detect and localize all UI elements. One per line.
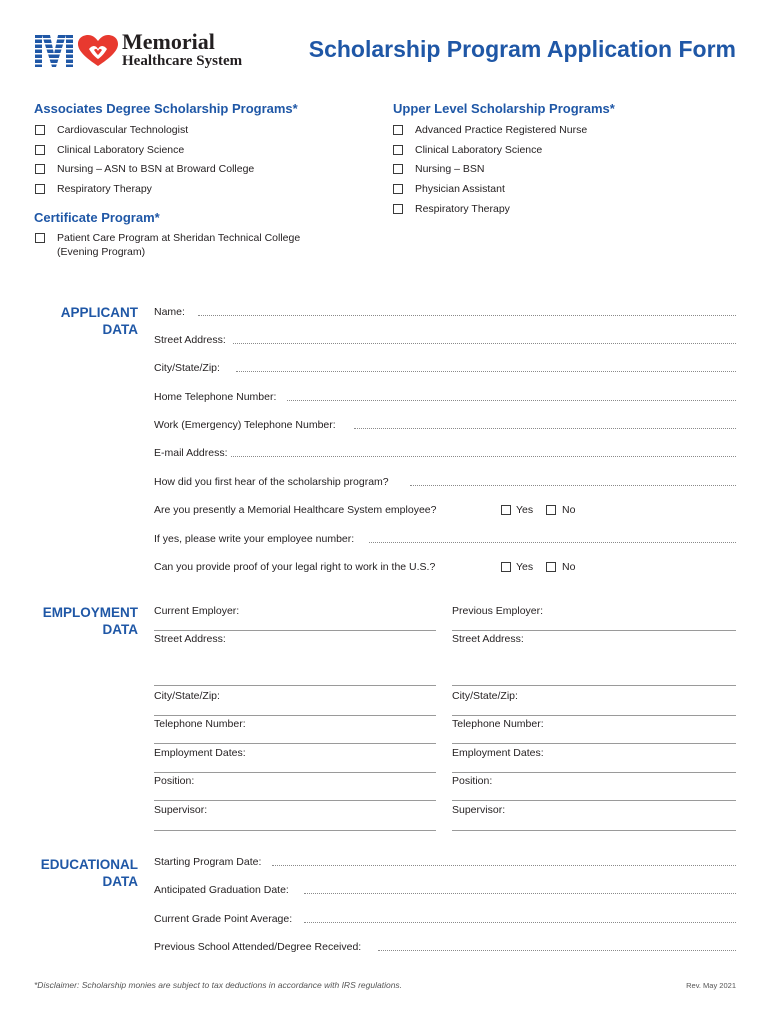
checkbox-nursing-bsn[interactable] xyxy=(393,164,403,174)
option-label: Advanced Practice Registered Nurse xyxy=(415,124,588,136)
checkbox-aprn[interactable] xyxy=(393,125,403,135)
previous-phone-label: Telephone Number: xyxy=(452,718,544,730)
current-position-label: Position: xyxy=(154,775,195,787)
option-label: Physician Assistant xyxy=(415,183,505,195)
memorial-logo-mark xyxy=(34,32,120,70)
yes-label: Yes xyxy=(516,561,534,573)
section-title-line: EDUCATIONAL xyxy=(40,857,138,872)
previous-dates-field[interactable] xyxy=(452,772,736,773)
no-label: No xyxy=(562,504,576,516)
gpa-label: Current Grade Point Average: xyxy=(154,913,293,925)
current-position-field[interactable] xyxy=(154,800,436,801)
street-label: Street Address: xyxy=(154,334,226,346)
certificate-heading: Certificate Program* xyxy=(34,210,160,225)
associates-heading: Associates Degree Scholarship Programs* xyxy=(34,101,298,116)
checkbox-employee-yes[interactable] xyxy=(501,505,511,515)
checkbox-cardiovascular[interactable] xyxy=(35,125,45,135)
city-field[interactable] xyxy=(236,371,736,372)
work-phone-label: Work (Emergency) Telephone Number: xyxy=(154,419,336,431)
page-title: Scholarship Program Application Form xyxy=(308,36,736,62)
section-title-line: APPLICANT xyxy=(60,305,138,320)
no-label: No xyxy=(562,561,576,573)
home-phone-field[interactable] xyxy=(287,400,736,401)
revision-date: Rev. May 2021 xyxy=(686,981,736,990)
checkbox-physician-assistant[interactable] xyxy=(393,184,403,194)
option-label: Respiratory Therapy xyxy=(415,203,510,215)
employee-number-label: If yes, please write your employee number: xyxy=(154,533,355,545)
checkbox-patient-care[interactable] xyxy=(35,233,45,243)
home-phone-label: Home Telephone Number: xyxy=(154,391,277,403)
option-label: Nursing – ASN to BSN at Broward College xyxy=(57,163,255,175)
current-city-field[interactable] xyxy=(154,715,436,716)
previous-dates-label: Employment Dates: xyxy=(452,747,544,759)
checkbox-nursing-asn[interactable] xyxy=(35,164,45,174)
name-field[interactable] xyxy=(198,315,736,316)
heart-hands-icon xyxy=(78,35,118,66)
hear-field[interactable] xyxy=(410,485,736,486)
option-label: Respiratory Therapy xyxy=(57,183,152,195)
option-label: Clinical Laboratory Science xyxy=(57,144,185,156)
checkbox-clinical-lab[interactable] xyxy=(35,145,45,155)
previous-street-field[interactable] xyxy=(452,685,736,686)
education-section-title xyxy=(30,856,138,890)
previous-phone-field[interactable] xyxy=(452,743,736,744)
previous-city-label: City/State/Zip: xyxy=(452,690,518,702)
current-employer-label: Current Employer: xyxy=(154,605,240,617)
logo-text-memorial: Memorial xyxy=(122,29,215,54)
previous-street-label: Street Address: xyxy=(452,633,524,645)
legal-question: Can you provide proof of your legal right to work in the U.S.? xyxy=(154,561,436,573)
previous-supervisor-label: Supervisor: xyxy=(452,804,506,816)
option-label: Clinical Laboratory Science xyxy=(415,144,543,156)
street-field[interactable] xyxy=(233,343,736,344)
previous-position-label: Position: xyxy=(452,775,493,787)
gpa-field[interactable] xyxy=(304,922,736,923)
email-label: E-mail Address: xyxy=(154,447,228,459)
current-supervisor-field[interactable] xyxy=(154,830,436,831)
graduation-date-field[interactable] xyxy=(304,893,736,894)
current-city-label: City/State/Zip: xyxy=(154,690,220,702)
option-label: Nursing – BSN xyxy=(415,163,485,175)
previous-school-field[interactable] xyxy=(378,950,736,951)
upper-level-heading: Upper Level Scholarship Programs* xyxy=(393,101,615,116)
option-label: Cardiovascular Technologist xyxy=(57,124,189,136)
option-label-line2: (Evening Program) xyxy=(57,246,146,258)
current-supervisor-label: Supervisor: xyxy=(154,804,208,816)
disclaimer: *Disclaimer: Scholarship monies are subject to tax deductions in accordance with IRS regulations. xyxy=(34,980,403,990)
checkbox-employee-no[interactable] xyxy=(546,505,556,515)
hear-label: How did you first hear of the scholarship program? xyxy=(154,476,389,488)
graduation-date-label: Anticipated Graduation Date: xyxy=(154,884,289,896)
section-title-line: DATA xyxy=(102,622,138,637)
employee-number-field[interactable] xyxy=(369,542,736,543)
current-street-field[interactable] xyxy=(154,685,436,686)
start-date-field[interactable] xyxy=(272,865,736,866)
section-title-line: DATA xyxy=(102,874,138,889)
current-phone-label: Telephone Number: xyxy=(154,718,246,730)
work-phone-field[interactable] xyxy=(354,428,736,429)
option-label: Patient Care Program at Sheridan Technical College xyxy=(57,232,301,244)
current-dates-field[interactable] xyxy=(154,772,436,773)
current-dates-label: Employment Dates: xyxy=(154,747,246,759)
previous-position-field[interactable] xyxy=(452,800,736,801)
employment-section-title xyxy=(30,604,138,638)
city-label: City/State/Zip: xyxy=(154,362,220,374)
section-title-line: DATA xyxy=(102,322,138,337)
current-street-label: Street Address: xyxy=(154,633,226,645)
previous-employer-label: Previous Employer: xyxy=(452,605,544,617)
checkbox-legal-no[interactable] xyxy=(546,562,556,572)
previous-supervisor-field[interactable] xyxy=(452,830,736,831)
checkbox-respiratory[interactable] xyxy=(35,184,45,194)
yes-label: Yes xyxy=(516,504,534,516)
start-date-label: Starting Program Date: xyxy=(154,856,262,868)
previous-school-label: Previous School Attended/Degree Received: xyxy=(154,941,362,953)
section-title-line: EMPLOYMENT xyxy=(42,605,138,620)
email-field[interactable] xyxy=(231,456,736,457)
logo-text-healthcare: Healthcare System xyxy=(122,53,243,69)
logo xyxy=(34,29,266,72)
checkbox-legal-yes[interactable] xyxy=(501,562,511,572)
current-employer-field[interactable] xyxy=(154,630,436,631)
previous-city-field[interactable] xyxy=(452,715,736,716)
current-phone-field[interactable] xyxy=(154,743,436,744)
previous-employer-field[interactable] xyxy=(452,630,736,631)
applicant-section-title xyxy=(30,304,138,338)
employee-question: Are you presently a Memorial Healthcare System employee? xyxy=(154,504,437,516)
checkbox-upper-respiratory[interactable] xyxy=(393,204,403,214)
checkbox-upper-clinical-lab[interactable] xyxy=(393,145,403,155)
name-label: Name: xyxy=(154,306,185,318)
